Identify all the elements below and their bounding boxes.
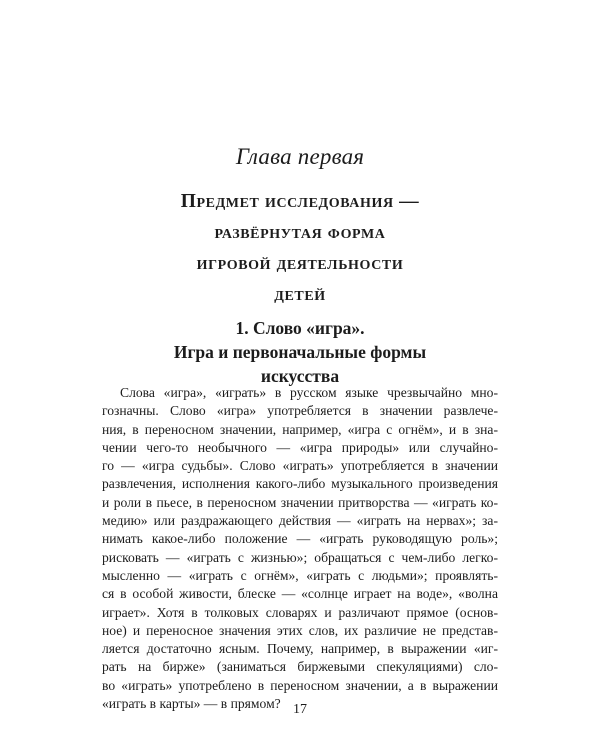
- paragraph-line: нимать какое-либо положение — «играть руководящую роль»;: [102, 531, 498, 547]
- section-title-line: Игра и первоначальные формы: [173, 342, 427, 362]
- paragraph-line: «играть в карты» — в прямом?: [102, 696, 281, 712]
- paragraph-line: и роли в пьесе, в переносном значении притворства — «играть ко-: [102, 494, 498, 510]
- paragraph-line: мысленно — «играть с огнём», «играть с людьми»; проявлять-: [102, 567, 498, 583]
- paragraph-line: ся в особой живости, блеске — «солнце играет на воде», «волна: [102, 586, 498, 602]
- paragraph-line: рать на бирже» (заниматься биржевыми спекуляциями) сло-: [102, 659, 498, 675]
- chapter-title-line: детей: [274, 284, 326, 305]
- chapter-label: Глава первая: [235, 144, 365, 169]
- paragraph-line: гозначны. Слово «игра» употребляется в значении развлече-: [102, 403, 498, 419]
- chapter-title-line: Предмет исследования —: [180, 191, 420, 212]
- paragraph-line: чении чего-то необычного — «игра природы» или случайно-: [102, 439, 498, 455]
- chapter-title-line: развёрнутая форма: [214, 222, 386, 243]
- page-number: 17: [293, 702, 307, 717]
- paragraph-line: ное) и переносное значения этих слов, их различие не представ-: [102, 622, 498, 638]
- paragraph-line: во «играть» употреблено в переносном значении, а в выражении: [102, 677, 498, 693]
- paragraph-line: ляется достаточно ясным. Почему, например, в выражении «иг-: [102, 641, 498, 657]
- paragraph-line: медию» или раздражающего действия — «играть на нервах»; за-: [102, 513, 498, 529]
- body-paragraph: [102, 384, 498, 713]
- paragraph-line: ния, в переносном значении, например, «игра с огнём», и в зна-: [102, 421, 498, 437]
- paragraph-line: Слова «игра», «играть» в русском языке чрезвычайно мно-: [120, 385, 498, 400]
- section-title-line: 1. Слово «игра».: [235, 318, 365, 338]
- section-title: [0, 316, 600, 388]
- chapter-title-line: игровой деятельности: [196, 253, 404, 274]
- paragraph-line: играет». Хотя в толковых словарях и различают прямое (основ-: [102, 604, 498, 620]
- paragraph-line: рисковать — «играть с жизнью»; обращаться с чем-либо легко-: [102, 549, 498, 565]
- section-title-line: искусства: [260, 366, 340, 386]
- paragraph-line: го — «игра судьбы». Слово «играть» употребляется в значении: [102, 458, 498, 474]
- chapter-title: [0, 186, 600, 310]
- paragraph-line: развлечения, исполнения какого-либо музыкального произведения: [102, 476, 498, 492]
